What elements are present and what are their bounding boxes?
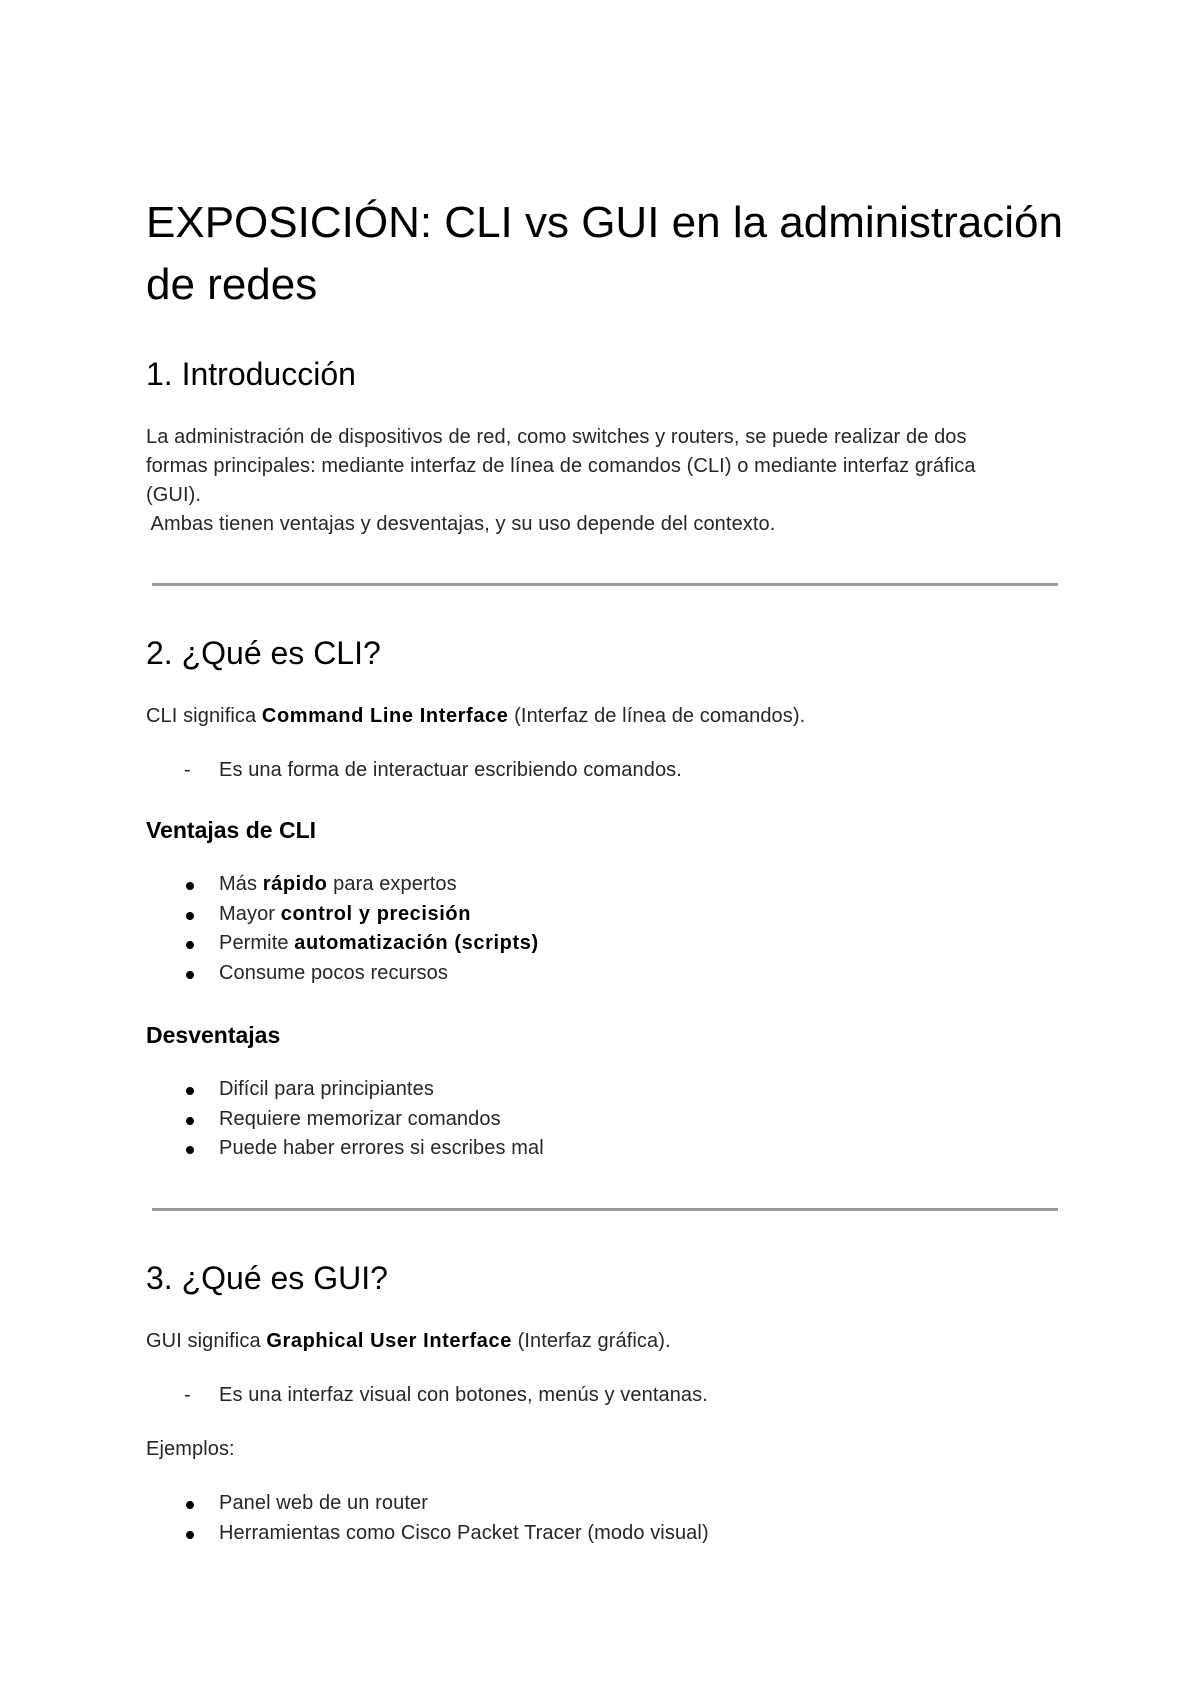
item-text: Mayor (219, 902, 281, 925)
item-bold: rápido (262, 873, 328, 895)
gui-examples-list (146, 1489, 709, 1548)
section-heading-introduccion: 1. Introducción (146, 356, 356, 392)
intro-paragraph-line-3: (GUI). (146, 484, 202, 506)
list-item (146, 1519, 709, 1549)
intro-paragraph-line-1: La administración de dispositivos de red, como switches y routers, se puede realizar de dos (146, 426, 967, 448)
bullet-icon (186, 882, 194, 890)
gui-dash-list (146, 1381, 708, 1411)
list-item (146, 1075, 544, 1105)
gui-dash-item-text: Es una interfaz visual con botones, menús y ventanas. (219, 1384, 708, 1406)
list-item (146, 1105, 544, 1135)
gui-definition (146, 1327, 671, 1356)
bullet-icon (186, 971, 194, 979)
cli-dash-list (146, 756, 682, 786)
cli-definition (146, 702, 805, 731)
item-text: Difícil para principiantes (219, 1078, 434, 1100)
desventajas-heading: Desventajas (146, 1022, 281, 1048)
list-item (146, 929, 539, 959)
bullet-icon (186, 912, 194, 920)
gui-definition-prefix: GUI significa (146, 1330, 267, 1352)
dash-marker: - (184, 759, 191, 781)
bullet-icon (186, 1531, 194, 1539)
item-bold: automatización (scripts) (294, 932, 539, 954)
cli-definition-prefix: CLI significa (146, 705, 262, 727)
list-item (146, 900, 539, 930)
list-item (146, 756, 682, 786)
gui-definition-term: Graphical User Interface (266, 1330, 512, 1352)
bullet-icon (186, 1117, 194, 1125)
intro-paragraph-line-4: Ambas tienen ventajas y desventajas, y su uso depende del contexto. (146, 513, 776, 535)
gui-definition-suffix: (Interfaz gráfica). (511, 1330, 671, 1352)
cli-dash-item-text: Es una forma de interactuar escribiendo comandos. (219, 759, 682, 781)
list-item (146, 959, 539, 989)
item-text: Puede haber errores si escribes mal (219, 1137, 544, 1159)
bullet-icon (186, 1501, 194, 1509)
item-text: para expertos (327, 873, 457, 895)
cli-definition-term: Command Line Interface (261, 705, 509, 727)
item-text: Herramientas como Cisco Packet Tracer (modo visual) (219, 1521, 709, 1544)
list-item (146, 1134, 544, 1164)
bullet-icon (186, 941, 194, 949)
horizontal-rule-2 (152, 1208, 1058, 1211)
item-bold: control y precisión (280, 902, 472, 925)
list-item (146, 1381, 708, 1411)
cli-definition-suffix: (Interfaz de línea de comandos). (508, 705, 806, 727)
item-text: Consume pocos recursos (219, 961, 448, 984)
bullet-icon (186, 1146, 194, 1154)
item-text: Permite (219, 932, 295, 954)
item-text: Panel web de un router (219, 1492, 429, 1514)
item-text: Más (219, 873, 263, 895)
section-heading-que-es-gui: 3. ¿Qué es GUI? (146, 1260, 388, 1296)
bullet-icon (186, 1087, 194, 1095)
list-item (146, 1489, 709, 1519)
item-text: Requiere memorizar comandos (219, 1107, 501, 1130)
intro-paragraph-line-2: formas principales: mediante interfaz de línea de comandos (CLI) o mediante interfaz gráfica (146, 455, 976, 477)
ventajas-cli-heading: Ventajas de CLI (146, 817, 317, 843)
dash-marker: - (184, 1384, 191, 1406)
section-heading-que-es-cli: 2. ¿Qué es CLI? (146, 635, 381, 671)
cli-advantages-list (146, 870, 539, 988)
horizontal-rule-1 (152, 583, 1058, 586)
cli-disadvantages-list (146, 1075, 544, 1164)
ejemplos-label: Ejemplos: (146, 1438, 235, 1460)
list-item (146, 870, 539, 900)
document-title: EXPOSICIÓN: CLI vs GUI en la administración de redes (146, 198, 1063, 309)
